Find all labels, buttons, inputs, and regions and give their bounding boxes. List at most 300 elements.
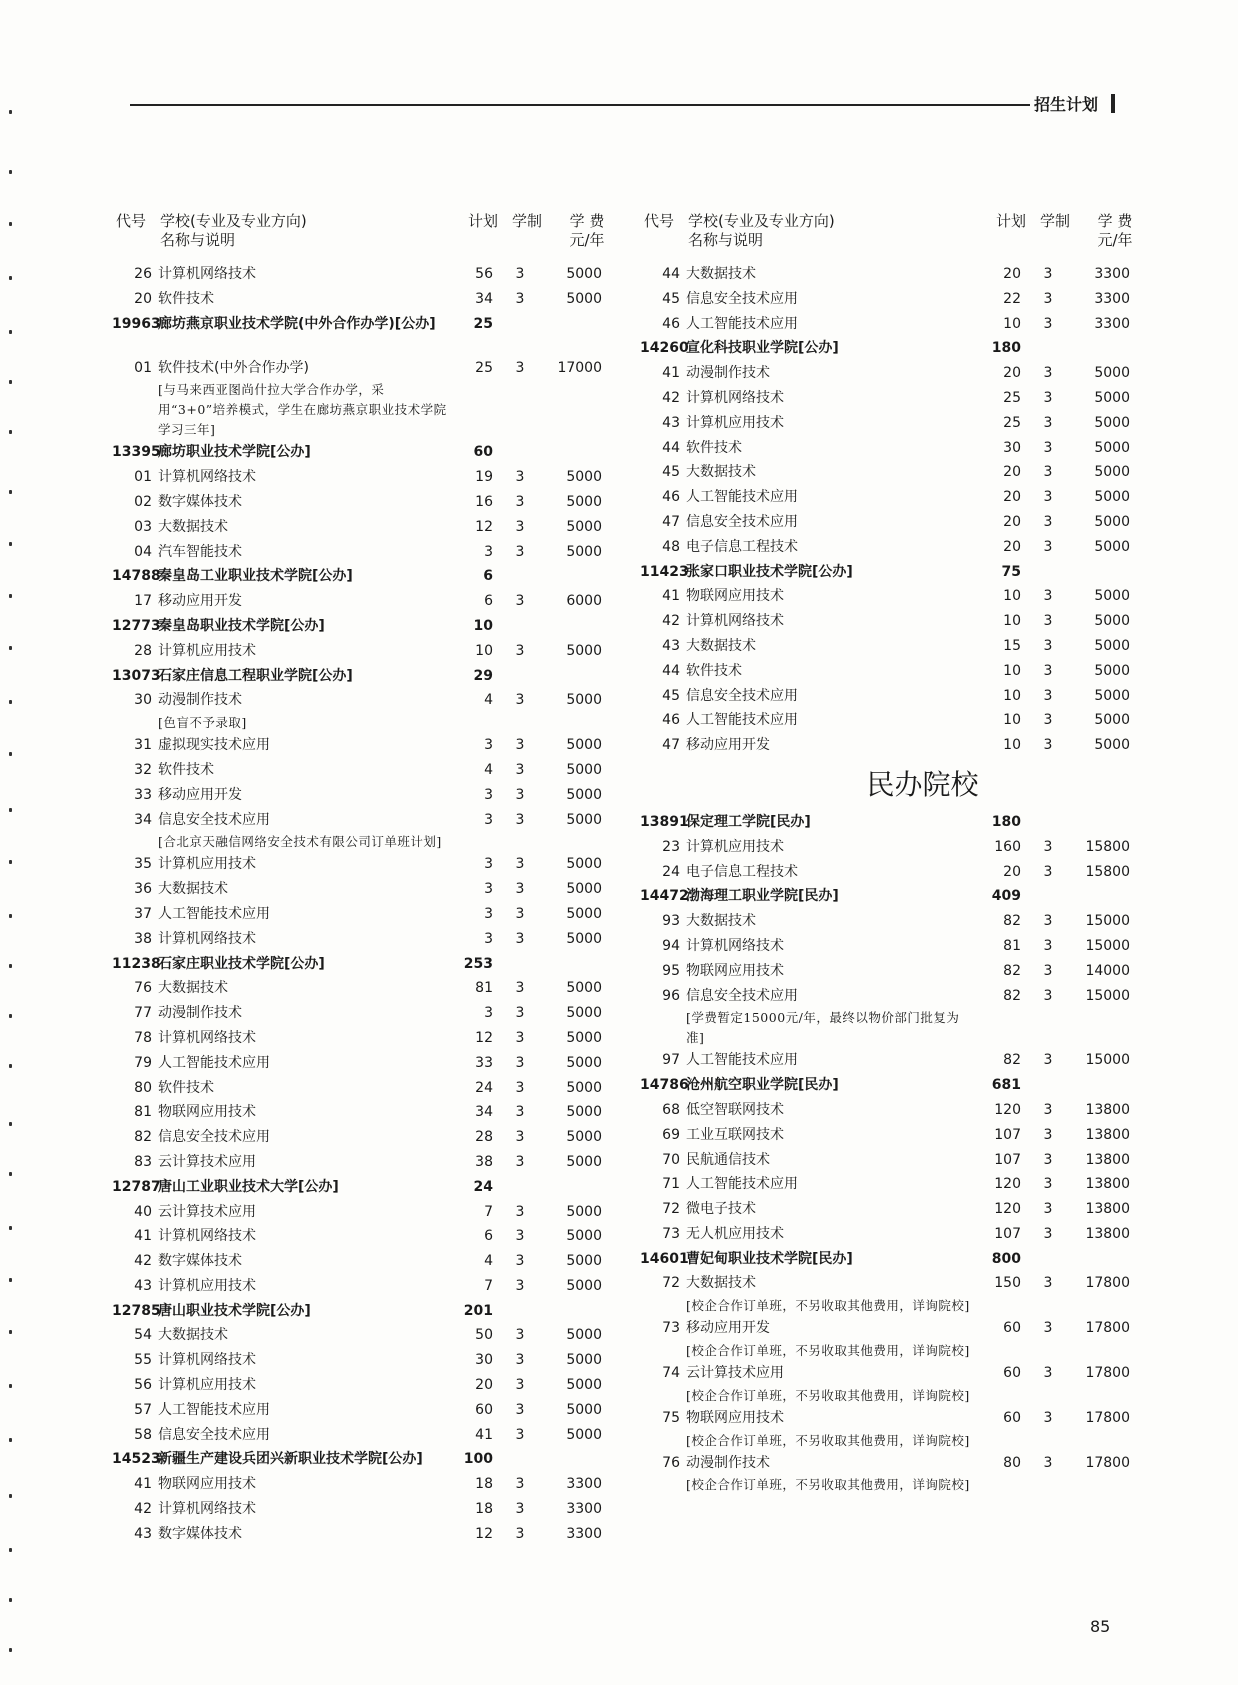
duration-years: 3: [515, 469, 525, 486]
major-row: [640, 1197, 1145, 1222]
school-row: [640, 1247, 1145, 1272]
major-name: 信息安全技术应用: [686, 987, 798, 1004]
major-row: [112, 356, 617, 381]
major-code: 56: [134, 1377, 152, 1394]
major-row: [640, 1222, 1145, 1247]
school-code: 13395: [112, 444, 161, 461]
header-plan: 计划: [996, 212, 1027, 230]
plan-count: 30: [475, 1352, 493, 1369]
major-name: 软件技术(中外合作办学): [158, 359, 309, 376]
header-name: [688, 212, 835, 250]
major-code: 44: [662, 439, 680, 456]
school-code: 19963: [112, 315, 161, 332]
major-row: [112, 1522, 617, 1547]
major-note: [合北京天融信网络安全技术有限公司订单班计划]: [158, 834, 442, 850]
plan-count: 38: [475, 1153, 493, 1170]
major-row: [640, 1172, 1145, 1197]
margin-dot: [9, 1384, 12, 1388]
major-code: 20: [134, 290, 152, 307]
major-row: [112, 976, 617, 1001]
tuition-fee: 5000: [566, 266, 602, 282]
duration-years: 3: [515, 1029, 525, 1046]
major-code: 54: [134, 1327, 152, 1344]
header-duration: 学制: [1040, 212, 1071, 230]
plan-count: 10: [475, 642, 493, 659]
margin-dot: [9, 276, 12, 280]
tuition-fee: 5000: [566, 930, 602, 947]
major-code: 44: [662, 662, 680, 679]
tuition-fee: 15000: [1085, 987, 1130, 1004]
duration-years: 3: [515, 593, 525, 610]
tuition-fee: 3300: [566, 1525, 602, 1542]
major-code: 38: [134, 930, 152, 947]
duration-years: 3: [515, 1005, 525, 1022]
major-row: [640, 1048, 1145, 1073]
header-fee-line1: 学 费: [569, 212, 605, 230]
tuition-fee: 5000: [566, 290, 602, 307]
plan-count: 24: [475, 1079, 493, 1096]
right-column: [640, 210, 1145, 1495]
school-name: 曹妃甸职业技术学院[民办]: [686, 1250, 853, 1267]
plan-count: 120: [994, 1201, 1021, 1218]
tuition-fee: 5000: [1094, 662, 1130, 679]
plan-count: 18: [475, 1501, 493, 1518]
major-row: [640, 959, 1145, 984]
major-code: 43: [662, 637, 680, 654]
major-code: 01: [134, 359, 152, 376]
duration-years: 3: [515, 692, 525, 709]
margin-dot: [9, 914, 12, 918]
school-name: 廊坊燕京职业技术学院(中外合作办学)[公办]: [158, 315, 436, 332]
major-row: [112, 1076, 617, 1101]
major-name: 人工智能技术应用: [158, 1401, 270, 1418]
duration-years: 3: [1043, 1052, 1053, 1069]
major-name: 信息安全技术应用: [158, 1426, 270, 1443]
school-row: [112, 614, 617, 639]
major-code: 37: [134, 905, 152, 922]
duration-years: 3: [1043, 1151, 1053, 1168]
school-row: [112, 1175, 617, 1200]
major-row: [112, 1323, 617, 1348]
major-code: 78: [134, 1029, 152, 1046]
major-row: [112, 1373, 617, 1398]
major-row: [640, 1098, 1145, 1123]
major-code: 28: [134, 642, 152, 659]
major-row: [640, 1316, 1145, 1341]
tuition-fee: 5000: [1094, 389, 1130, 406]
plan-count: 4: [484, 692, 493, 709]
major-name: 软件技术: [686, 439, 742, 456]
tuition-fee: 5000: [566, 469, 602, 486]
duration-years: 3: [1043, 464, 1053, 481]
major-name: 大数据技术: [158, 881, 228, 898]
tuition-fee: 5000: [566, 642, 602, 659]
major-name: 民航通信技术: [686, 1151, 770, 1168]
major-name: 计算机网络技术: [158, 1029, 256, 1046]
plan-count: 12: [475, 1029, 493, 1046]
major-row: [640, 460, 1145, 485]
tuition-fee: 5000: [1094, 687, 1130, 704]
tuition-fee: 17800: [1085, 1365, 1130, 1382]
tuition-fee: 5000: [566, 1104, 602, 1121]
margin-dot: [9, 1278, 12, 1282]
plan-count: 3: [484, 811, 493, 828]
margin-dot: [9, 752, 12, 756]
major-row: [640, 485, 1145, 510]
section-title: 民办院校: [866, 767, 979, 801]
duration-years: 3: [515, 1525, 525, 1542]
tuition-fee: 5000: [566, 811, 602, 828]
plan-count: 20: [1003, 489, 1021, 506]
major-code: 70: [662, 1151, 680, 1168]
major-row: [112, 262, 617, 287]
major-row: [112, 1497, 617, 1522]
major-name: 计算机网络技术: [158, 1352, 256, 1369]
major-code: 41: [662, 365, 680, 382]
major-code: 43: [134, 1277, 152, 1294]
plan-count: 107: [994, 1225, 1021, 1242]
major-code: 44: [662, 266, 680, 282]
tuition-fee: 5000: [566, 1426, 602, 1443]
plan-count: 33: [475, 1054, 493, 1071]
major-name: 物联网应用技术: [686, 1409, 784, 1426]
tuition-fee: 5000: [566, 1253, 602, 1270]
tuition-fee: 5000: [566, 1079, 602, 1096]
major-code: 93: [662, 913, 680, 930]
major-code: 04: [134, 543, 152, 560]
major-name: 软件技术: [686, 662, 742, 679]
major-code: 55: [134, 1352, 152, 1369]
major-name: 信息安全技术应用: [158, 1129, 270, 1146]
major-row: [112, 783, 617, 808]
margin-dot: [9, 430, 12, 434]
tuition-fee: 5000: [566, 1401, 602, 1418]
duration-years: 3: [1043, 266, 1053, 282]
major-name: 计算机网络技术: [686, 613, 784, 630]
margin-dot: [9, 1598, 12, 1602]
plan-count: 4: [484, 1253, 493, 1270]
tuition-fee: 13800: [1085, 1201, 1130, 1218]
tuition-fee: 5000: [1094, 464, 1130, 481]
major-name: 人工智能技术应用: [686, 1052, 798, 1069]
tuition-fee: 5000: [1094, 513, 1130, 530]
school-name: 石家庄信息工程职业学院[公办]: [158, 667, 353, 684]
duration-years: 3: [1043, 1454, 1053, 1471]
school-name: 渤海理工职业学院[民办]: [686, 888, 839, 905]
duration-years: 3: [515, 1377, 525, 1394]
major-code: 82: [134, 1129, 152, 1146]
major-note: [校企合作订单班，不另收取其他费用，详询院校]: [686, 1477, 970, 1493]
major-name: 人工智能技术应用: [686, 1176, 798, 1193]
tuition-fee: 5000: [566, 1352, 602, 1369]
school-row: [640, 1073, 1145, 1098]
plan-count: 34: [475, 1104, 493, 1121]
duration-years: 3: [515, 642, 525, 659]
major-row: [640, 287, 1145, 312]
major-name: 移动应用开发: [158, 593, 242, 610]
major-row: [112, 1274, 617, 1299]
column-header: [112, 210, 617, 262]
major-name: 动漫制作技术: [686, 1454, 770, 1471]
duration-years: 3: [1043, 588, 1053, 605]
tuition-fee: 5000: [1094, 365, 1130, 382]
duration-years: 3: [515, 1079, 525, 1096]
tuition-fee: 3300: [1094, 315, 1130, 332]
plan-count: 34: [475, 290, 493, 307]
major-row: [112, 540, 617, 565]
plan-count: 22: [1003, 290, 1021, 307]
plan-count: 60: [1003, 1320, 1021, 1337]
plan-count: 80: [1003, 1454, 1021, 1471]
plan-count: 56: [475, 266, 493, 282]
plan-count: 19: [475, 469, 493, 486]
duration-years: 3: [1043, 962, 1053, 979]
major-name: 物联网应用技术: [158, 1476, 256, 1493]
major-name: 信息安全技术应用: [686, 290, 798, 307]
school-name: 唐山工业职业技术大学[公办]: [158, 1178, 339, 1195]
tuition-fee: 15000: [1085, 937, 1130, 954]
school-row: [112, 1447, 617, 1472]
plan-count: 82: [1003, 987, 1021, 1004]
plan-count: 12: [475, 1525, 493, 1542]
major-row: [640, 510, 1145, 535]
tuition-fee: 15800: [1085, 838, 1130, 855]
plan-count: 3: [484, 905, 493, 922]
tuition-fee: 5000: [1094, 439, 1130, 456]
major-row: [640, 262, 1145, 287]
plan-count: 3: [484, 856, 493, 873]
major-name: 物联网应用技术: [686, 588, 784, 605]
tuition-fee: 13800: [1085, 1101, 1130, 1118]
major-code: 80: [134, 1079, 152, 1096]
major-row: [112, 490, 617, 515]
plan-count: 3: [484, 930, 493, 947]
tuition-fee: 13800: [1085, 1126, 1130, 1143]
tuition-fee: 5000: [566, 1153, 602, 1170]
plan-count: 800: [991, 1250, 1021, 1267]
tuition-fee: 3300: [566, 1476, 602, 1493]
plan-count: 120: [994, 1101, 1021, 1118]
major-row: [112, 1423, 617, 1448]
major-code: 43: [134, 1525, 152, 1542]
major-row: [112, 639, 617, 664]
major-code: 76: [134, 980, 152, 997]
major-name: 大数据技术: [686, 266, 756, 282]
major-code: 79: [134, 1054, 152, 1071]
major-name: 计算机应用技术: [686, 414, 784, 431]
major-row: [112, 1224, 617, 1249]
tuition-fee: 15800: [1085, 863, 1130, 880]
right-entries: [640, 262, 1145, 1495]
margin-dot: [9, 1064, 12, 1068]
major-row: [112, 1001, 617, 1026]
tuition-fee: 5000: [566, 1005, 602, 1022]
plan-count: 10: [1003, 687, 1021, 704]
major-code: 97: [662, 1052, 680, 1069]
tuition-fee: 13800: [1085, 1225, 1130, 1242]
plan-count: 75: [1001, 563, 1021, 580]
plan-count: 20: [1003, 538, 1021, 555]
major-name: 工业互联网技术: [686, 1126, 784, 1143]
major-code: 73: [662, 1320, 680, 1337]
tuition-fee: 5000: [1094, 613, 1130, 630]
note-row: [640, 1431, 1145, 1451]
tuition-fee: 5000: [1094, 637, 1130, 654]
major-name: 移动应用开发: [158, 786, 242, 803]
school-row: [640, 336, 1145, 361]
major-code: 77: [134, 1005, 152, 1022]
major-name: 数字媒体技术: [158, 1253, 242, 1270]
major-row: [640, 1361, 1145, 1386]
major-name: 云计算技术应用: [686, 1365, 784, 1382]
major-name: 信息安全技术应用: [158, 811, 270, 828]
major-code: 42: [134, 1253, 152, 1270]
major-row: [112, 589, 617, 614]
plan-count: 3: [484, 1005, 493, 1022]
major-note: [校企合作订单班，不另收取其他费用，详询院校]: [686, 1387, 970, 1403]
tuition-fee: 5000: [566, 1277, 602, 1294]
major-row: [112, 465, 617, 490]
plan-count: 28: [475, 1129, 493, 1146]
plan-count: 60: [1003, 1365, 1021, 1382]
duration-years: 3: [1043, 538, 1053, 555]
plan-count: 7: [484, 1203, 493, 1220]
major-row: [640, 609, 1145, 634]
school-row: [640, 810, 1145, 835]
major-code: 45: [662, 290, 680, 307]
duration-years: 3: [515, 1228, 525, 1245]
major-row: [112, 1249, 617, 1274]
duration-years: 3: [1043, 987, 1053, 1004]
margin-dot: [9, 646, 12, 650]
major-row: [640, 361, 1145, 386]
major-note: [校企合作订单班，不另收取其他费用，详询院校]: [686, 1432, 970, 1448]
plan-count: 18: [475, 1476, 493, 1493]
tuition-fee: 5000: [566, 737, 602, 754]
margin-dot: [9, 222, 12, 226]
tuition-fee: 17800: [1085, 1275, 1130, 1292]
major-name: 计算机应用技术: [158, 856, 256, 873]
major-row: [112, 1348, 617, 1373]
margin-dot: [9, 1014, 12, 1018]
major-row: [112, 515, 617, 540]
school-code: 12773: [112, 617, 161, 634]
margin-dot: [9, 1172, 12, 1176]
plan-count: 3: [484, 543, 493, 560]
major-row: [640, 835, 1145, 860]
major-note: [色盲不予录取]: [158, 715, 247, 731]
duration-years: 3: [1043, 365, 1053, 382]
tuition-fee: 17800: [1085, 1454, 1130, 1471]
major-name: 计算机网络技术: [158, 469, 256, 486]
major-name: 计算机应用技术: [158, 642, 256, 659]
major-row: [112, 733, 617, 758]
duration-years: 3: [515, 1401, 525, 1418]
duration-years: 3: [515, 1476, 525, 1493]
school-code: 14601: [640, 1250, 689, 1267]
major-name: 云计算技术应用: [158, 1203, 256, 1220]
tuition-fee: 5000: [566, 1054, 602, 1071]
duration-years: 3: [515, 980, 525, 997]
duration-years: 3: [515, 881, 525, 898]
tuition-fee: 3300: [1094, 290, 1130, 307]
left-entries: [112, 262, 617, 1547]
major-code: 47: [662, 737, 680, 754]
header-name-line1: 学校(专业及专业方向): [688, 212, 835, 230]
header-fee-line2: 元/年: [1097, 231, 1133, 249]
tuition-fee: 5000: [566, 786, 602, 803]
note-row: [640, 1008, 1145, 1048]
plan-count: 20: [1003, 863, 1021, 880]
tuition-fee: 5000: [566, 1203, 602, 1220]
tuition-fee: 6000: [566, 593, 602, 610]
duration-years: 3: [515, 905, 525, 922]
major-name: 大数据技术: [686, 1275, 756, 1292]
major-name: 人工智能技术应用: [158, 1054, 270, 1071]
duration-years: 3: [515, 266, 525, 282]
duration-years: 3: [515, 1153, 525, 1170]
plan-count: 29: [473, 667, 493, 684]
plan-count: 60: [475, 1401, 493, 1418]
major-row: [112, 1150, 617, 1175]
plan-count: 160: [994, 838, 1021, 855]
tuition-fee: 15000: [1085, 1052, 1130, 1069]
plan-count: 10: [1003, 588, 1021, 605]
major-row: [112, 808, 617, 833]
major-name: 数字媒体技术: [158, 1525, 242, 1542]
plan-count: 180: [991, 340, 1021, 357]
plan-count: 81: [1003, 937, 1021, 954]
school-code: 14786: [640, 1077, 689, 1094]
margin-dot: [9, 490, 12, 494]
margin-dot: [9, 1122, 12, 1126]
plan-count: 81: [475, 980, 493, 997]
header-plan: 计划: [468, 212, 499, 230]
major-name: 计算机网络技术: [686, 937, 784, 954]
major-name: 低空智联网技术: [686, 1101, 784, 1118]
tuition-fee: 14000: [1085, 962, 1130, 979]
margin-dot: [9, 1226, 12, 1230]
school-code: 14788: [112, 568, 161, 585]
running-header-title: 招生计划: [1034, 95, 1099, 114]
tuition-fee: 5000: [566, 1228, 602, 1245]
school-name: 新疆生产建设兵团兴新职业技术学院[公办]: [158, 1451, 423, 1468]
plan-count: 180: [991, 813, 1021, 830]
duration-years: 3: [1043, 637, 1053, 654]
header-fee: [1085, 212, 1145, 250]
school-code: 11423: [640, 563, 689, 580]
school-code: 12785: [112, 1302, 161, 1319]
plan-count: 150: [994, 1275, 1021, 1292]
plan-count: 25: [475, 359, 493, 376]
major-name: 计算机网络技术: [158, 1228, 256, 1245]
plan-count: 82: [1003, 1052, 1021, 1069]
major-name: 大数据技术: [686, 464, 756, 481]
plan-count: 409: [991, 888, 1021, 905]
margin-dot: [9, 860, 12, 864]
major-row: [112, 1200, 617, 1225]
duration-years: 3: [1043, 315, 1053, 332]
major-name: 计算机应用技术: [158, 1277, 256, 1294]
tuition-fee: 17000: [557, 359, 602, 376]
major-code: 41: [134, 1476, 152, 1493]
school-row: [640, 884, 1145, 909]
duration-years: 3: [515, 1352, 525, 1369]
major-code: 42: [134, 1501, 152, 1518]
major-row: [640, 860, 1145, 885]
tuition-fee: 5000: [1094, 414, 1130, 431]
major-name: 计算机网络技术: [158, 1501, 256, 1518]
